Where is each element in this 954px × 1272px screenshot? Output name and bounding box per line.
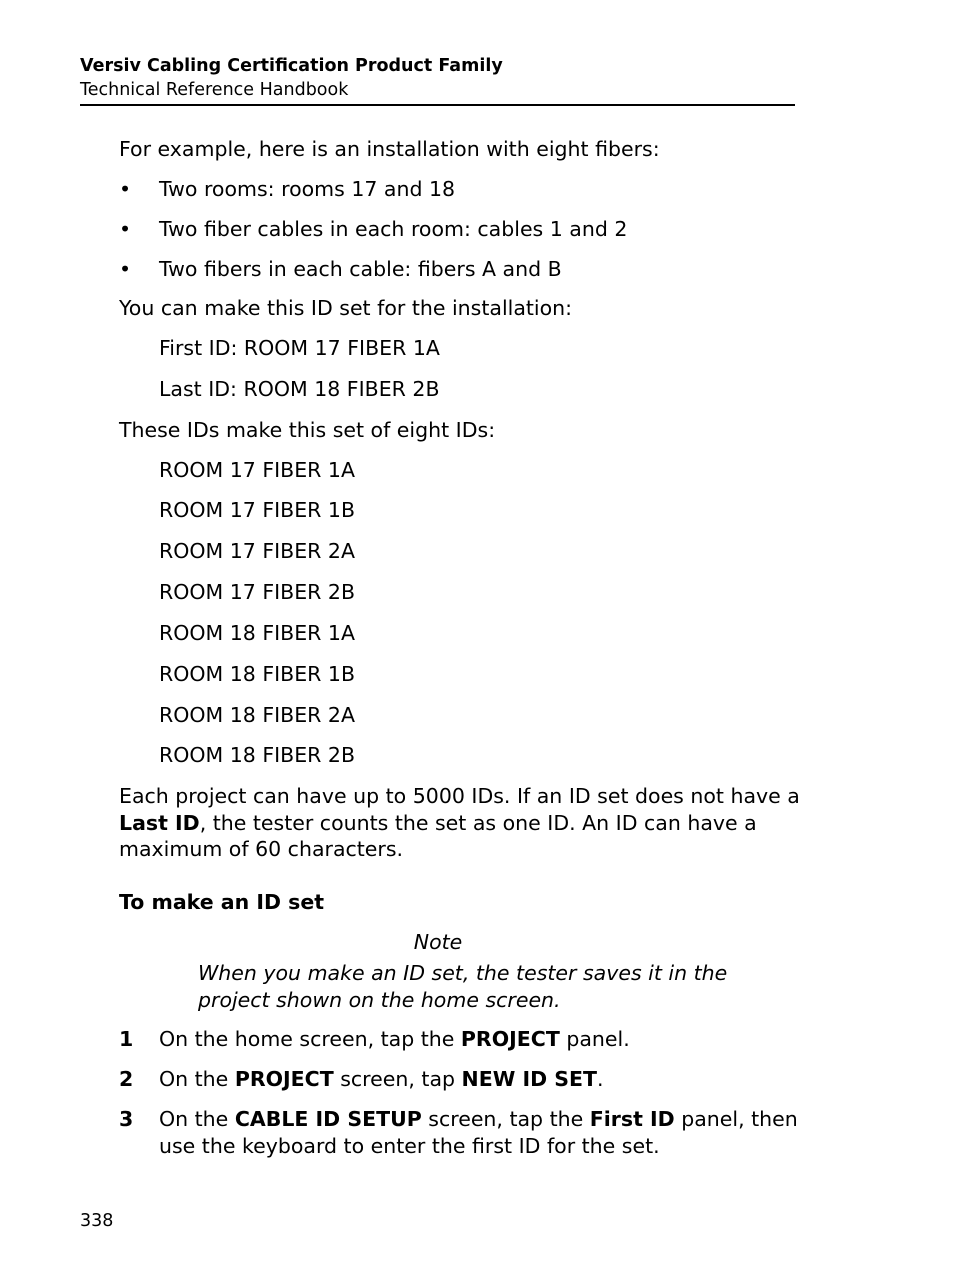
bullet-item: Two rooms: rooms 17 and 18 [159,177,456,201]
last-id-term: Last ID [119,810,200,835]
note-label: Note [413,930,463,954]
step-2-text: On the PROJECT screen, tap NEW ID SET. [159,1067,604,1091]
page-header [80,54,795,106]
id-set-intro: You can make this ID set for the installation: [119,296,573,320]
id-list-item: ROOM 18 FIBER 2B [159,743,356,767]
procedure-heading: To make an ID set [119,890,325,914]
last-id-example: Last ID: ROOM 18 FIBER 2B [159,377,440,401]
note-text: When you make an ID set, the tester saves it in the project shown on the home screen. [198,961,728,1012]
bullet-marker: • [119,177,132,201]
id-list-item: ROOM 17 FIBER 2B [159,580,356,604]
header-subtitle: Technical Reference Handbook [80,80,349,100]
step-number: 2 [119,1067,134,1091]
bullet-item: Two fiber cables in each room: cables 1 and 2 [159,217,628,241]
intro-text: For example, here is an installation with eight fibers: [119,137,660,161]
id-list-item: ROOM 17 FIBER 2A [159,539,356,563]
step-1-text: On the home screen, tap the PROJECT panel. [159,1027,630,1051]
bullet-marker: • [119,257,132,281]
page-number: 338 [80,1211,114,1231]
bullet-item: Two fibers in each cable: fibers A and B [159,257,562,281]
header-title: Versiv Cabling Certification Product Family [80,56,503,76]
id-list-item: ROOM 18 FIBER 2A [159,703,356,727]
bullet-marker: • [119,217,132,241]
step-number: 3 [119,1107,134,1131]
step-number: 1 [119,1027,134,1051]
first-id-example: First ID: ROOM 17 FIBER 1A [159,336,440,360]
id-list-item: ROOM 17 FIBER 1B [159,498,356,522]
step-3-text: On the CABLE ID SETUP screen, tap the First ID panel, then use the keyboard to enter the first ID for the set. [159,1107,798,1158]
ids-intro: These IDs make this set of eight IDs: [119,418,496,442]
id-list-item: ROOM 18 FIBER 1B [159,662,356,686]
limits-paragraph: Each project can have up to 5000 IDs. If an ID set does not have a Last ID, the tester counts the set as one ID. An ID can have a maximum of 60 characters. [119,784,800,861]
id-list-item: ROOM 17 FIBER 1A [159,458,356,482]
id-list-item: ROOM 18 FIBER 1A [159,621,356,645]
